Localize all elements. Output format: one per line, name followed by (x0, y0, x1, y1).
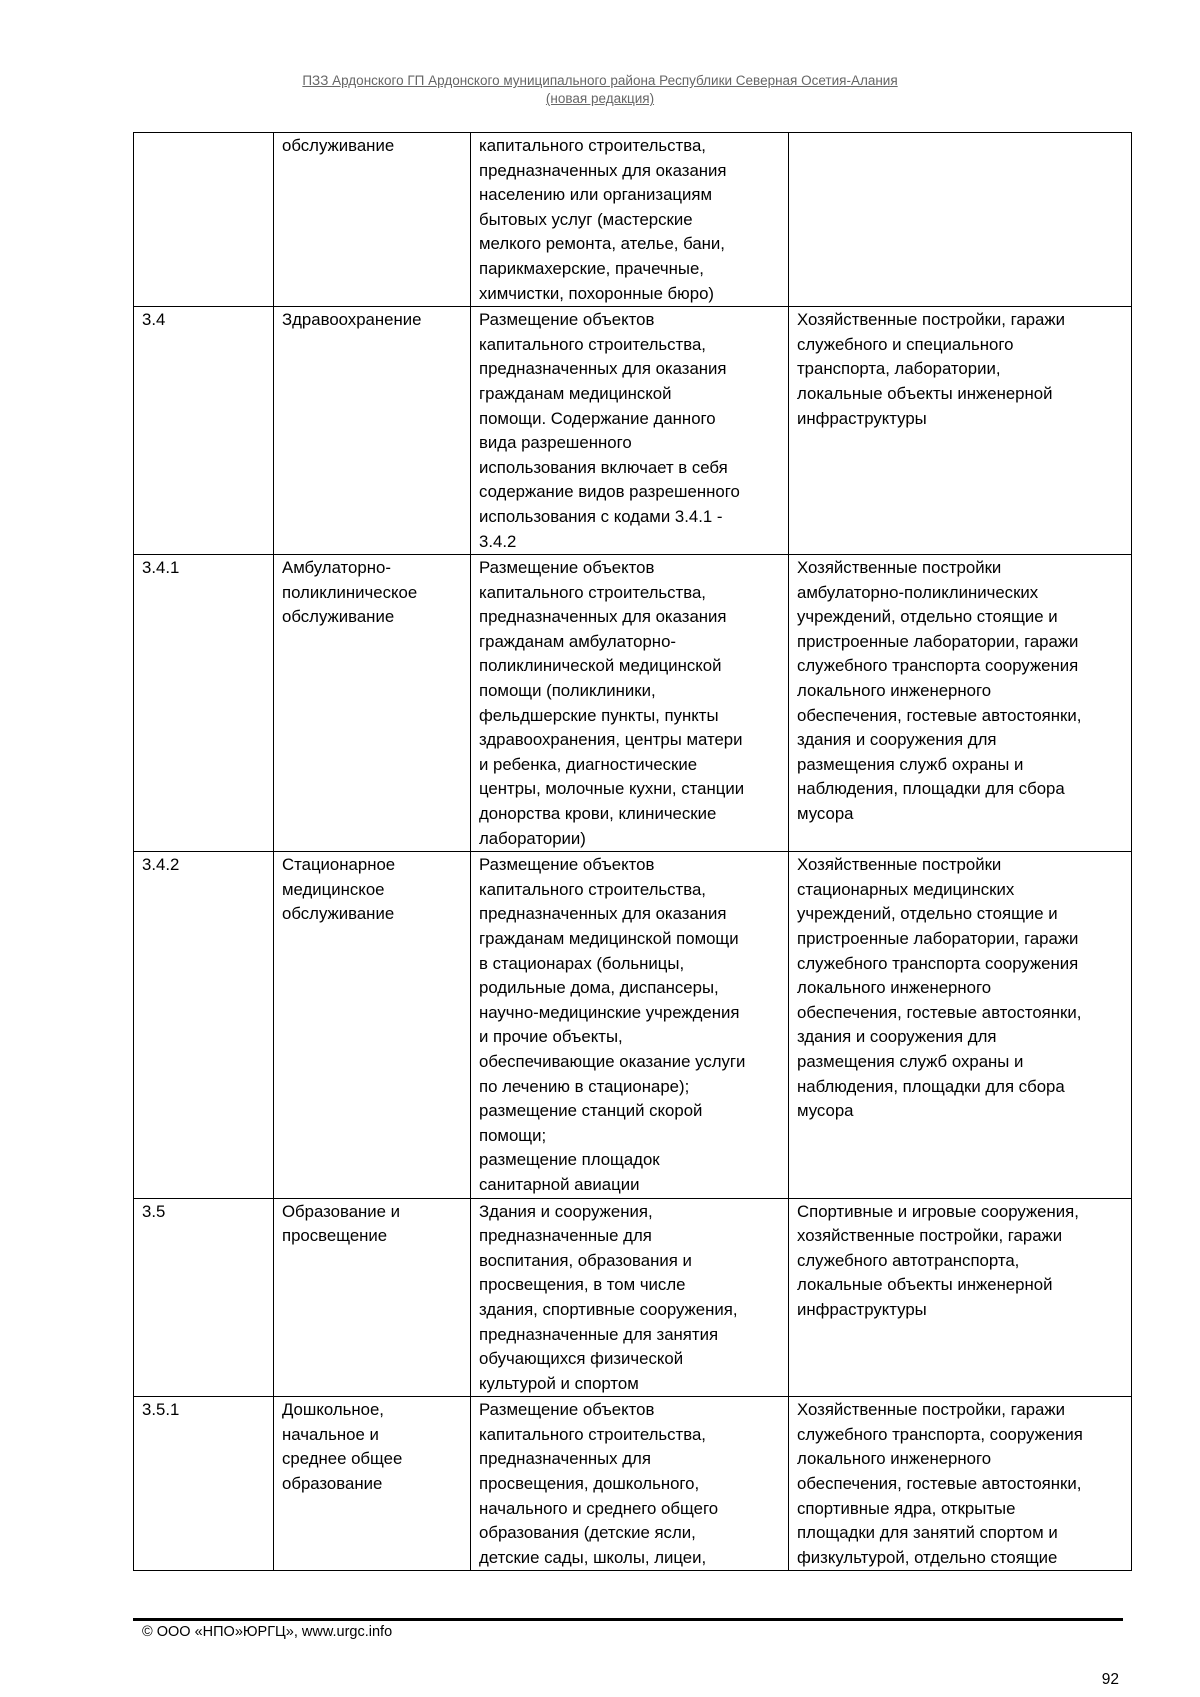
cell-text-line: локального инженерного (797, 1449, 992, 1469)
name-cell (274, 1198, 471, 1397)
cell-text-line: служебного автотранспорта, (797, 1250, 1020, 1270)
cell-text-line: инфраструктуры (797, 408, 927, 428)
cell-text-line: центры, молочные кухни, станции (479, 779, 745, 799)
cell-text-line: Здания и сооружения, (479, 1201, 653, 1221)
table-row (134, 307, 1132, 555)
cell-text-line: размещение станций скорой (479, 1101, 703, 1121)
auxiliary-use-cell (789, 852, 1132, 1198)
cell-text-line: служебного транспорта сооружения (797, 953, 1079, 973)
cell-text-line: капитального строительства, (479, 1424, 706, 1444)
cell-text-line: по лечению в стационаре); (479, 1076, 690, 1096)
cell-text-line: мусора (797, 1101, 854, 1121)
cell-text-line: поликлиническое (282, 582, 418, 602)
cell-text-line: донорства крови, клинические (479, 804, 717, 824)
cell-text-line: учреждений, отдельно стоящие и (797, 607, 1058, 627)
cell-text-line: локальные объекты инженерной (797, 383, 1053, 403)
cell-text-line: Размещение объектов (479, 310, 655, 330)
name-cell (274, 852, 471, 1198)
cell-text-line: культурой и спортом (479, 1373, 639, 1393)
description-cell (471, 852, 789, 1198)
cell-text-line: площадки для занятий спортом и (797, 1523, 1058, 1543)
cell-text-line: предназначенные для (479, 1226, 652, 1246)
cell-text-line: транспорта, лаборатории, (797, 359, 1001, 379)
cell-text-line: служебного транспорта, сооружения (797, 1424, 1083, 1444)
cell-text-line: и ребенка, диагностические (479, 754, 698, 774)
cell-text-line: обслуживание (282, 904, 395, 924)
cell-text-line: локальные объекты инженерной (797, 1275, 1053, 1295)
cell-text-line: Амбулаторно- (282, 558, 391, 578)
cell-text-line: в стационарах (больницы, (479, 953, 685, 973)
cell-text-line: обеспечивающие оказание услуги (479, 1051, 746, 1071)
cell-text-line: предназначенных для оказания (479, 160, 727, 180)
description-cell (471, 1397, 789, 1571)
cell-text-line: воспитания, образования и (479, 1250, 692, 1270)
cell-text-line: Спортивные и игровые сооружения, (797, 1201, 1079, 1221)
cell-text-line: гражданам медицинской помощи (479, 929, 739, 948)
cell-text-line: использования с кодами 3.4.1 - (479, 506, 723, 526)
cell-text-line: и прочие объекты, (479, 1027, 623, 1047)
cell-text-line: содержание видов разрешенного (479, 482, 740, 502)
cell-text-line: предназначенные для занятия (479, 1324, 719, 1344)
cell-text-line: капитального строительства, (479, 334, 706, 354)
cell-text-line: Размещение объектов (479, 855, 655, 875)
cell-text-line: Хозяйственные постройки, гаражи (797, 310, 1065, 330)
cell-text-line: служебного и специального (797, 334, 1014, 354)
cell-text-line: здания и сооружения для (797, 730, 997, 750)
cell-text-line: наблюдения, площадки для сбора (797, 1076, 1065, 1096)
table-row (134, 1198, 1132, 1397)
cell-text-line: предназначенных для (479, 1449, 651, 1469)
cell-text-line: образования (детские ясли, (479, 1523, 696, 1543)
table-body (134, 133, 1132, 1571)
auxiliary-use-cell (789, 307, 1132, 555)
cell-text-line: Стационарное (282, 855, 396, 875)
cell-text-line: размещение площадок (479, 1150, 660, 1170)
cell-text-line: парикмахерские, прачечные, (479, 258, 704, 278)
cell-text-line: начальное и (282, 1424, 379, 1444)
cell-text-line: капитального строительства, (479, 879, 706, 899)
cell-text-line: размещения служб охраны и (797, 1051, 1024, 1071)
cell-text-line: 3.4 (142, 310, 166, 330)
page-header (0, 72, 1200, 108)
code-cell (134, 1198, 274, 1397)
name-cell (274, 1397, 471, 1571)
cell-text-line: инфраструктуры (797, 1299, 927, 1319)
cell-text-line: 3.5.1 (142, 1400, 180, 1420)
cell-text-line: мусора (797, 804, 854, 824)
code-cell (134, 307, 274, 555)
code-cell (134, 852, 274, 1198)
cell-text-line: пристроенные лаборатории, гаражи (797, 631, 1079, 651)
cell-text-line: капитального строительства, (479, 582, 706, 602)
cell-text-line: химчистки, похоронные бюро) (479, 283, 715, 303)
cell-text-line: начального и среднего общего (479, 1498, 719, 1518)
name-cell (274, 133, 471, 307)
cell-text-line: помощи (поликлиники, (479, 681, 656, 701)
footer-divider (133, 1618, 1123, 1621)
cell-text-line: 3.4.2 (142, 855, 180, 875)
name-cell (274, 555, 471, 852)
cell-text-line: капитального строительства, (479, 136, 706, 155)
cell-text-line: здания, спортивные сооружения, (479, 1299, 738, 1319)
cell-text-line: помощи; (479, 1125, 547, 1145)
cell-text-line: обслуживание (282, 607, 395, 627)
cell-text-line: детские сады, школы, лицеи, (479, 1547, 707, 1567)
cell-text-line: Образование и (282, 1201, 401, 1221)
code-cell (134, 555, 274, 852)
cell-text-line: обучающихся физической (479, 1349, 684, 1369)
description-cell (471, 1198, 789, 1397)
cell-text-line: родильные дома, диспансеры, (479, 978, 719, 998)
cell-text-line: 3.4.1 (142, 558, 180, 578)
cell-text-line: хозяйственные постройки, гаражи (797, 1226, 1063, 1246)
cell-text-line: просвещение (282, 1226, 388, 1246)
cell-text-line: Дошкольное, (282, 1400, 384, 1420)
header-subtitle: (новая редакция) (545, 91, 655, 106)
table-row (134, 133, 1132, 307)
cell-text-line: медицинское (282, 879, 385, 899)
name-cell (274, 307, 471, 555)
auxiliary-use-cell (789, 555, 1132, 852)
cell-text-line: Здравоохранение (282, 310, 422, 330)
cell-text-line: предназначенных для оказания (479, 904, 727, 924)
description-cell (471, 133, 789, 307)
cell-text-line: размещения служб охраны и (797, 754, 1024, 774)
cell-text-line: использования включает в себя (479, 457, 728, 477)
cell-text-line: пристроенные лаборатории, гаражи (797, 929, 1079, 948)
footer-copyright: © ООО «НПО»ЮРГЦ», www.urgc.info (142, 1624, 393, 1640)
cell-text-line: просвещения, дошкольного, (479, 1474, 700, 1494)
auxiliary-use-cell (789, 1397, 1132, 1571)
cell-text-line: амбулаторно-поликлинических (797, 582, 1039, 602)
cell-text-line: санитарной авиации (479, 1174, 640, 1194)
cell-text-line: здания и сооружения для (797, 1027, 997, 1047)
code-cell (134, 133, 274, 307)
cell-text-line: помощи. Содержание данного (479, 408, 716, 428)
code-cell (134, 1397, 274, 1571)
cell-text-line: локального инженерного (797, 978, 992, 998)
cell-text-line: 3.5 (142, 1201, 166, 1221)
cell-text-line: Хозяйственные постройки (797, 855, 1002, 875)
cell-text-line: населению или организациям (479, 185, 713, 205)
cell-text-line: учреждений, отдельно стоящие и (797, 904, 1058, 924)
cell-text-line: научно-медицинские учреждения (479, 1002, 740, 1022)
cell-text-line: фельдшерские пункты, пункты (479, 705, 719, 725)
cell-text-line: наблюдения, площадки для сбора (797, 779, 1065, 799)
cell-text-line: обеспечения, гостевые автостоянки, (797, 1002, 1082, 1022)
cell-text-line: поликлинической медицинской (479, 656, 722, 676)
cell-text-line: Размещение объектов (479, 1400, 655, 1420)
auxiliary-use-cell (789, 1198, 1132, 1397)
cell-text-line: лаборатории) (479, 828, 586, 848)
cell-text-line: бытовых услуг (мастерские (479, 209, 693, 229)
cell-text-line: мелкого ремонта, ателье, бани, (479, 234, 725, 254)
cell-text-line: физкультурой, отдельно стоящие (797, 1547, 1058, 1567)
table-row (134, 852, 1132, 1198)
cell-text-line: просвещения, в том числе (479, 1275, 686, 1295)
cell-text-line: Хозяйственные постройки (797, 558, 1002, 578)
header-title: ПЗЗ Ардонского ГП Ардонского муниципального района Республики Северная Осетия-Алания (302, 73, 898, 88)
land-use-table (133, 132, 1132, 1571)
table-row (134, 1397, 1132, 1571)
cell-text-line: служебного транспорта сооружения (797, 656, 1079, 676)
cell-text-line: Размещение объектов (479, 558, 655, 578)
description-cell (471, 555, 789, 852)
cell-text-line: предназначенных для оказания (479, 607, 727, 627)
cell-text-line: обеспечения, гостевые автостоянки, (797, 1474, 1082, 1494)
cell-text-line: образование (282, 1474, 383, 1494)
cell-text-line: обслуживание (282, 136, 395, 155)
cell-text-line: 3.4.2 (479, 531, 517, 551)
table-row (134, 555, 1132, 852)
page-number: 92 (1101, 1671, 1119, 1688)
cell-text-line: обеспечения, гостевые автостоянки, (797, 705, 1082, 725)
cell-text-line: среднее общее (282, 1449, 403, 1469)
cell-text-line: локального инженерного (797, 681, 992, 701)
cell-text-line: спортивные ядра, открытые (797, 1498, 1016, 1518)
cell-text-line: Хозяйственные постройки, гаражи (797, 1400, 1065, 1420)
auxiliary-use-cell (789, 133, 1132, 307)
cell-text-line: вида разрешенного (479, 433, 632, 453)
description-cell (471, 307, 789, 555)
cell-text-line: здравоохранения, центры матери (479, 730, 743, 750)
cell-text-line: гражданам медицинской (479, 383, 672, 403)
cell-text-line: стационарных медицинских (797, 879, 1015, 899)
cell-text-line: гражданам амбулаторно- (479, 631, 676, 651)
cell-text-line: предназначенных для оказания (479, 359, 727, 379)
